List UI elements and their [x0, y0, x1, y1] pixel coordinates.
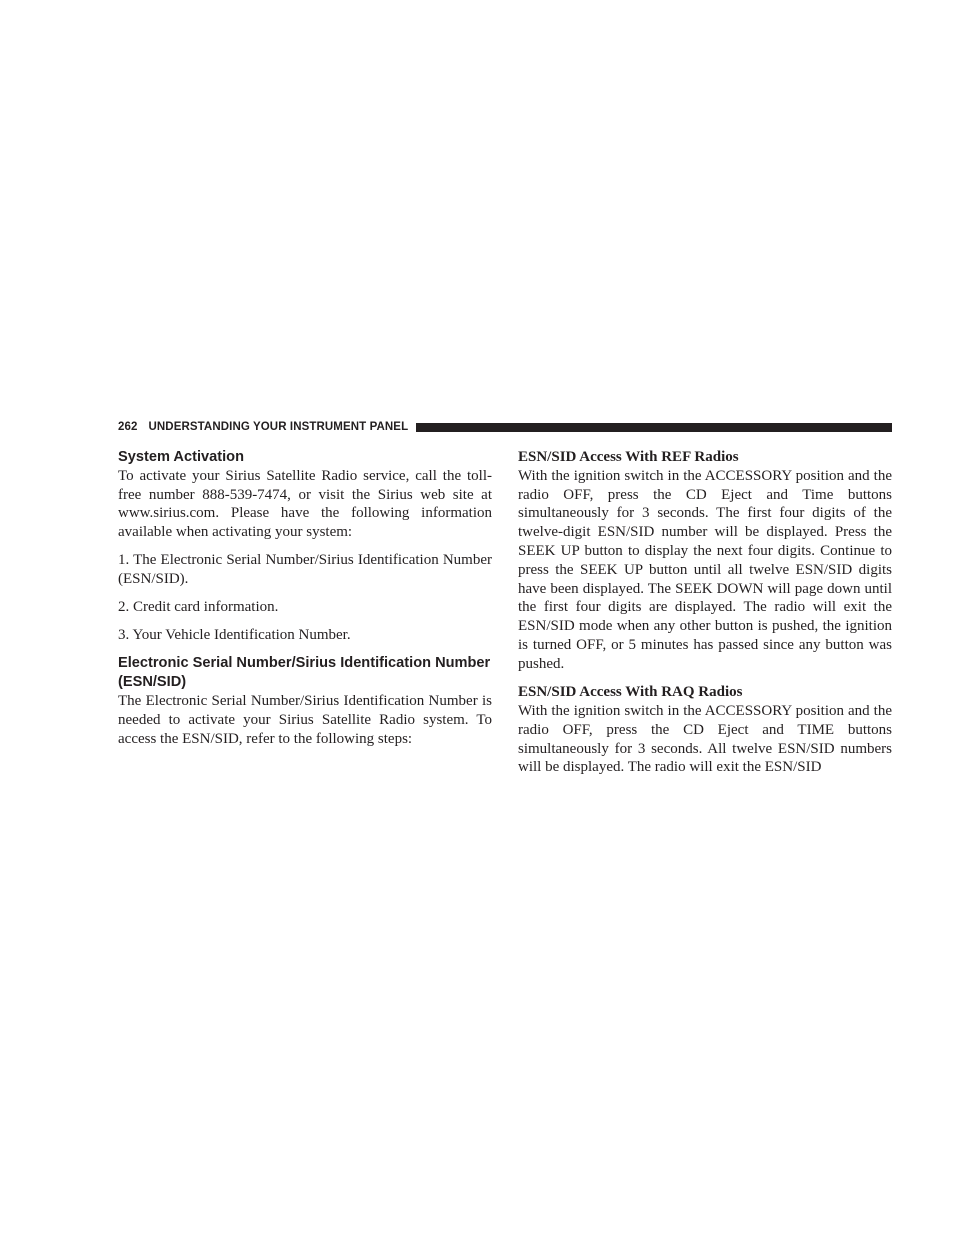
system-activation-intro: To activate your Sirius Satellite Radio service, call the toll-free number 888-539-7474, or visit the Sirius web site at www.sirius.com. Please have the following information available when activating your system: — [118, 467, 492, 541]
list-item-esn: 1. The Electronic Serial Number/Sirius Identification Number (ESN/SID). — [118, 552, 492, 587]
raq-radios-body: With the ignition switch in the ACCESSORY position and the radio OFF, press the CD Eject and TIME buttons simultaneously for 3 seconds. All twelve ESN/SID numbers will be displayed. The radio will exit the ESN/SID — [518, 702, 892, 776]
right-column — [518, 448, 892, 777]
list-item-credit-card: 2. Credit card information. — [118, 598, 279, 615]
left-column — [118, 448, 492, 748]
list-item-vin: 3. Your Vehicle Identification Number. — [118, 626, 351, 643]
page-number: 262 — [118, 421, 138, 433]
page-header — [118, 419, 892, 435]
ref-radios-body: With the ignition switch in the ACCESSORY position and the radio OFF, press the CD Eject and Time buttons simultaneously for 3 seconds. The first four digits of the twelve-digit ESN/SID number will be displayed. Press the SEEK UP button to display the next four digits. Continue to press the SEEK UP button until all twelve ESN/SID digits have been displayed. The SEEK DOWN will page down until the first four digits are displayed. The radio will exit the ESN/SID mode when any other button is pushed, the ignition is turned OFF, or 5 minutes has passed since any button was pushed. — [518, 467, 892, 672]
header-rule — [416, 423, 892, 432]
section-title: UNDERSTANDING YOUR INSTRUMENT PANEL — [148, 421, 409, 433]
system-activation-heading: System Activation — [118, 449, 244, 465]
esn-sid-body: The Electronic Serial Number/Sirius Identification Number is needed to activate your Sirius Satellite Radio system. To access the ESN/SID, refer to the following steps: — [118, 692, 492, 747]
ref-radios-heading: ESN/SID Access With REF Radios — [518, 449, 739, 465]
raq-radios-heading: ESN/SID Access With RAQ Radios — [518, 684, 743, 701]
esn-sid-heading: Electronic Serial Number/Sirius Identification Number (ESN/SID) — [118, 655, 491, 691]
